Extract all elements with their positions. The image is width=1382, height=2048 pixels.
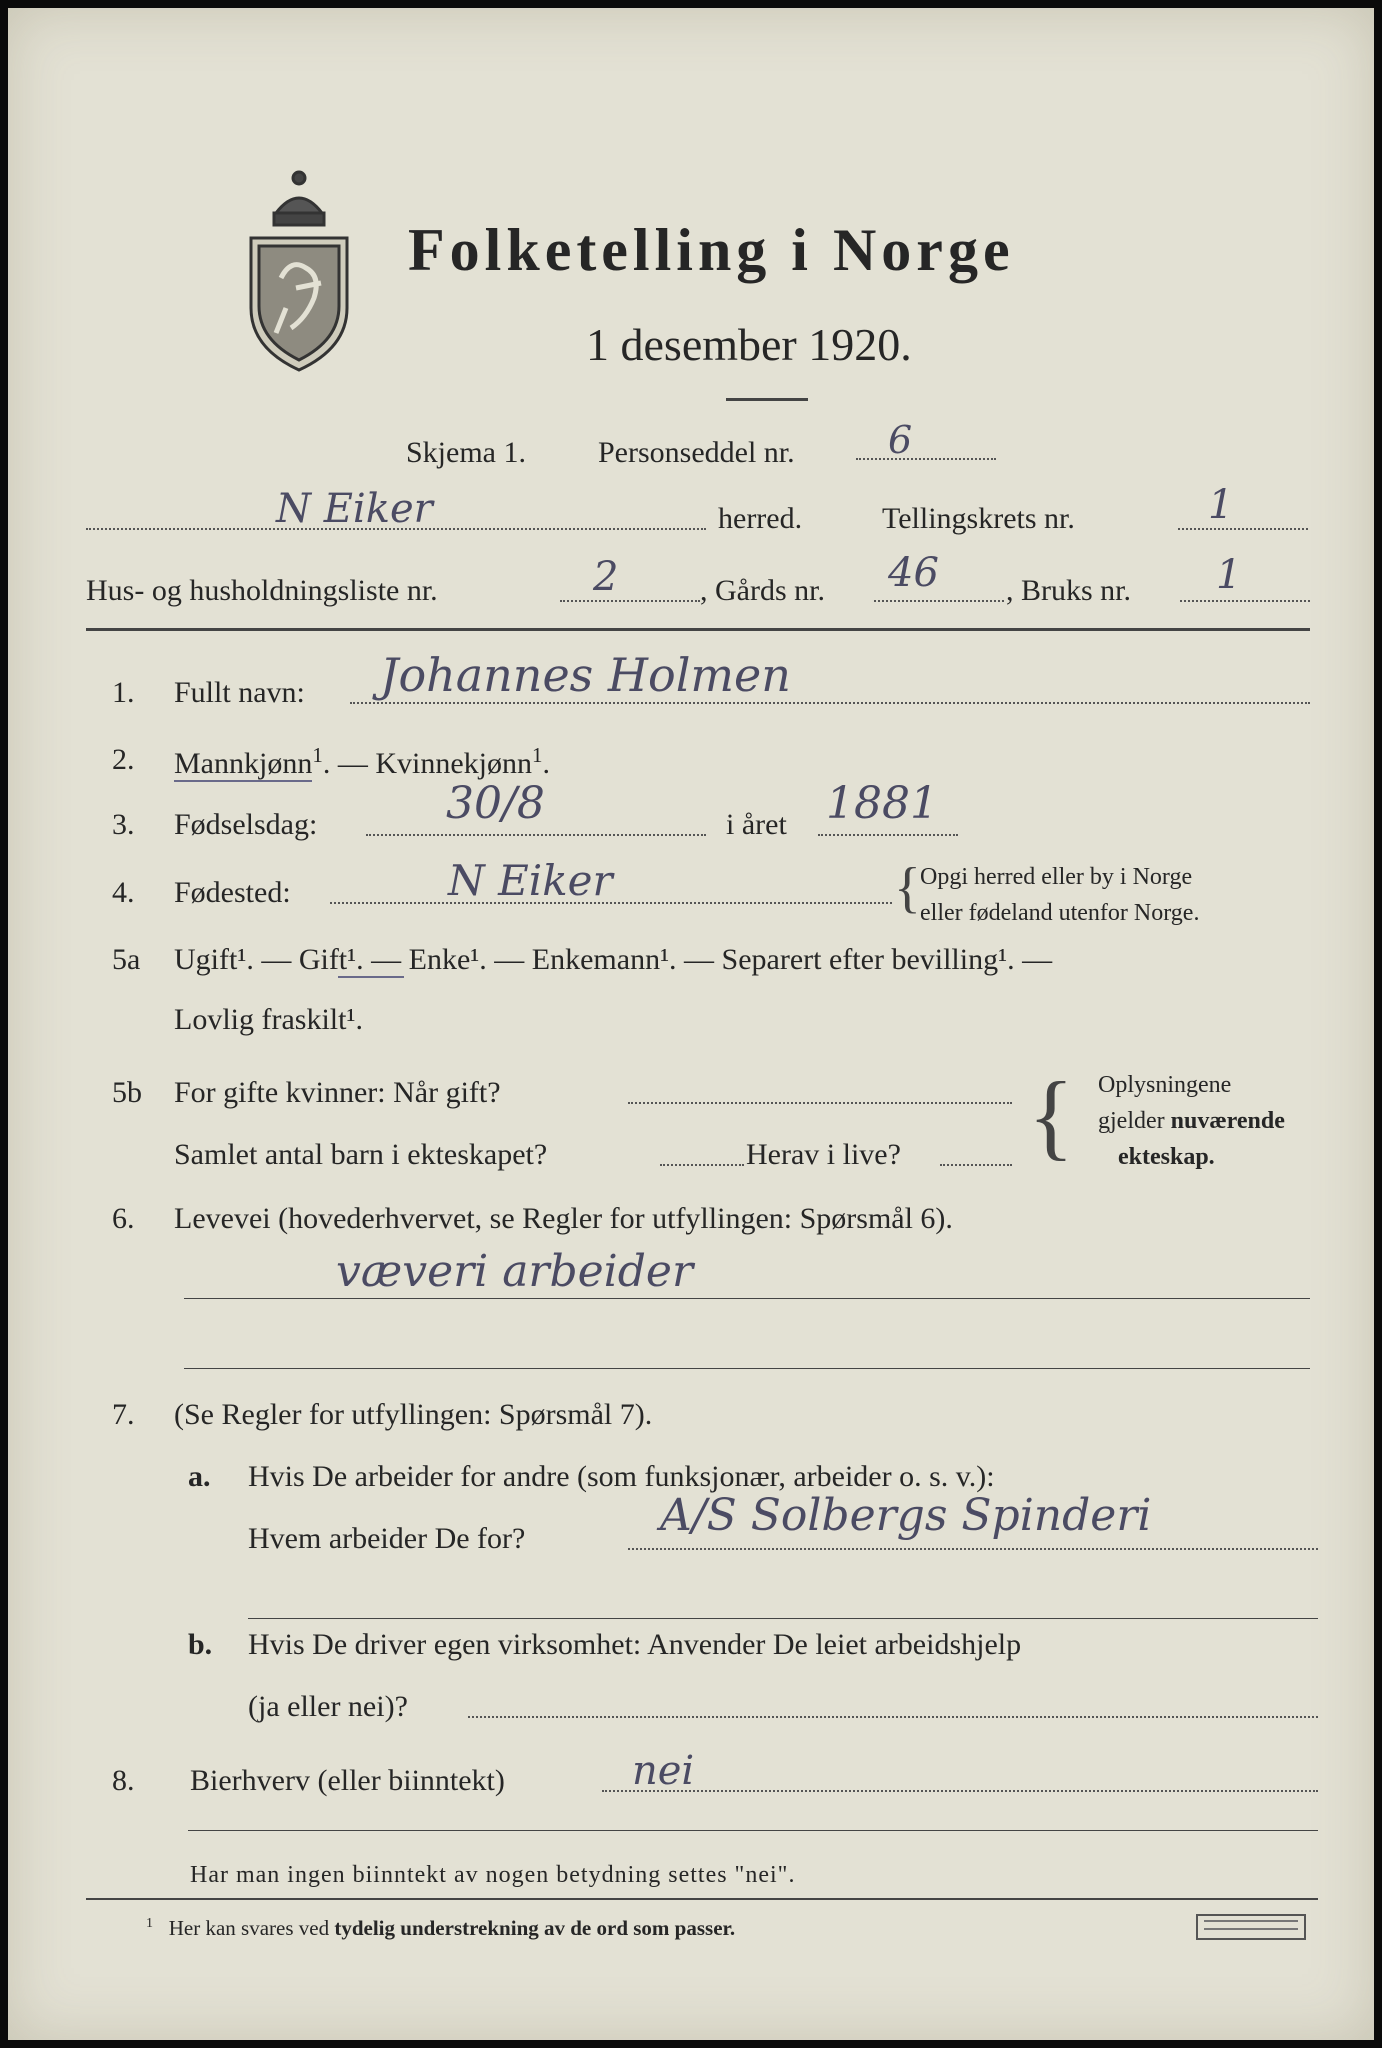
hus-value: 2	[593, 554, 619, 600]
q7a-text: Hvis De arbeider for andre (som funksjonær, arbeider o. s. v.):	[248, 1460, 995, 1493]
q3-label: Fødselsdag:	[174, 808, 318, 841]
footer-note: Har man ingen biinntekt av nogen betydning settes "nei".	[190, 1862, 796, 1888]
header-divider	[86, 628, 1310, 631]
gards-line	[874, 600, 1004, 602]
q5b-label1: For gifte kvinner: Når gift?	[174, 1076, 501, 1109]
q5b-note2: gjelder nuværende	[1098, 1108, 1285, 1134]
q7-label: (Se Regler for utfyllingen: Spørsmål 7).	[174, 1398, 653, 1431]
q4-value: N Eiker	[448, 856, 613, 905]
gards-value: 46	[888, 550, 939, 596]
title-divider	[726, 398, 808, 401]
q7b-line	[468, 1716, 1318, 1718]
q6-line1	[184, 1298, 1310, 1299]
printer-stamp	[1196, 1914, 1306, 1940]
bruks-line	[1180, 600, 1310, 602]
tellingskrets-line	[1178, 528, 1308, 530]
herred-label: herred.	[718, 502, 803, 535]
q1-line	[350, 702, 1310, 704]
q7a-letter: a.	[188, 1460, 211, 1493]
q2-number: 2.	[112, 743, 135, 776]
q5b-line3	[940, 1164, 1012, 1166]
q6-line2	[184, 1368, 1310, 1369]
bruks-label: , Bruks nr.	[1006, 574, 1132, 607]
form-title: Folketelling i Norge	[408, 217, 1015, 283]
q7a-value: A/S Solbergs Spinderi	[660, 1490, 1152, 1541]
q3-year-line	[818, 834, 958, 836]
coat-of-arms-icon	[236, 158, 362, 373]
q5b-number: 5b	[112, 1076, 142, 1109]
q7a-line2	[248, 1618, 1318, 1619]
q7b-label2: (ja eller nei)?	[248, 1690, 408, 1723]
q7a-line	[628, 1548, 1318, 1550]
footer-divider	[188, 1830, 1318, 1831]
q7b-text: Hvis De driver egen virksomhet: Anvender De leiet arbeidshjelp	[248, 1628, 1022, 1661]
q8-label: Bierhverv (eller biinntekt)	[190, 1764, 505, 1797]
q3-date-value: 30/8	[446, 778, 545, 829]
q2-mannkjonn: Mannkjønn	[174, 747, 313, 780]
q8-line	[602, 1790, 1318, 1792]
q4-label: Fødested:	[174, 876, 291, 909]
q1-number: 1.	[112, 676, 135, 709]
q5b-note3: ekteskap.	[1118, 1144, 1215, 1170]
personseddel-value: 6	[888, 418, 913, 462]
bruks-value: 1	[1216, 552, 1242, 598]
q6-value: væveri arbeider	[336, 1246, 693, 1297]
personseddel-label: Personseddel nr.	[598, 436, 795, 469]
q6-label: Levevei (hovederhvervet, se Regler for utfyllingen: Spørsmål 6).	[174, 1202, 953, 1235]
q8-number: 8.	[112, 1764, 135, 1797]
footnote-divider	[86, 1898, 1318, 1900]
q5a-number: 5a	[112, 943, 141, 976]
q7b-letter: b.	[188, 1628, 213, 1661]
q5b-line2	[660, 1164, 744, 1166]
tellingskrets-value: 1	[1208, 482, 1234, 528]
q2-options: Mannkjønn$^1$. — Kvinnekjønn$^1$.	[174, 743, 550, 780]
q5a-options: Ugift¹. — Gift¹. — Enke¹. — Enkemann¹. — Separert efter bevilling¹. —	[174, 943, 1053, 976]
tellingskrets-label: Tellingskrets nr.	[882, 502, 1075, 535]
q6-number: 6.	[112, 1202, 135, 1235]
q4-note-line2: eller fødeland utenfor Norge.	[920, 900, 1200, 926]
gards-label: , Gårds nr.	[700, 574, 825, 607]
herred-value: N Eiker	[276, 486, 433, 532]
personseddel-line	[856, 458, 996, 460]
q5b-label2: Samlet antal barn i ekteskapet?	[174, 1138, 548, 1171]
census-form: Folketelling i Norge 1 desember 1920. Skjema 1. Personseddel nr. 6 N Eiker herred. Tellingskrets nr. 1 Hus- og husholdningsliste nr. 2 , Gårds nr. 46 , Bruks nr. 1 1. Fullt navn: Johannes Holmen 2. Mannkjønn$^1$. — Kvinnekjønn$^1$. 3. Fødselsdag: 30/8 i året 1881 4. Fødested: N Eiker { Opgi herred eller by i Norge eller fødeland utenfor Norge. 5a Ugift¹. — Gift¹. — Enke¹. — Enkemann¹. — Separert efter bevilling¹. — Lovlig fraskilt¹. 5b For gifte kvinner: Når gift? Samlet antal barn i ekteskapet? Herav i live? { Oplysningene gjelder nuværende ekteskap. 6. Levevei (hovederhvervet, se Regler for utfyllingen: Spørsmål 6). væveri arbeider 7. (Se Regler for utfyllingen: Spørsmål 7). a. Hvis De arbeider for andre (som funksjonær, arbeider o. s. v.): Hvem arbeider De for? A/S Solbergs Spinderi b. Hvis De driver egen virksomhet: Anvender De leiet arbeidshjelp (ja eller nei)? 8. Bierhverv (eller biinntekt) nei Har man ingen biinntekt av nogen betydning settes "nei". $^1$ Her kan svares ved tydelig understrekning av de ord som passer.	[8, 8, 1374, 2040]
q3-date-line	[366, 834, 706, 836]
skjema-label: Skjema 1.	[406, 436, 526, 469]
q4-number: 4.	[112, 876, 135, 909]
q3-year-label: i året	[726, 808, 787, 841]
q3-number: 3.	[112, 808, 135, 841]
hus-line	[560, 600, 700, 602]
footnote: $^1$ Her kan svares ved tydelig understrekning av de ord som passer.	[146, 1916, 736, 1940]
q7-number: 7.	[112, 1398, 135, 1431]
q1-value: Johannes Holmen	[380, 648, 791, 702]
q5a-lovlig: Lovlig fraskilt¹.	[174, 1003, 363, 1036]
q8-value: nei	[632, 1748, 695, 1794]
q5b-label3: Herav i live?	[746, 1138, 901, 1171]
q1-label: Fullt navn:	[174, 676, 305, 709]
q5b-note1: Oplysningene	[1098, 1072, 1232, 1098]
q3-year-value: 1881	[826, 778, 938, 829]
hus-label: Hus- og husholdningsliste nr.	[86, 574, 438, 607]
q5b-line1	[628, 1102, 1012, 1104]
gift-underline	[338, 976, 404, 978]
q4-note-line1: Opgi herred eller by i Norge	[920, 864, 1193, 890]
census-date: 1 desember 1920.	[586, 319, 912, 370]
q7a-label2: Hvem arbeider De for?	[248, 1522, 526, 1555]
